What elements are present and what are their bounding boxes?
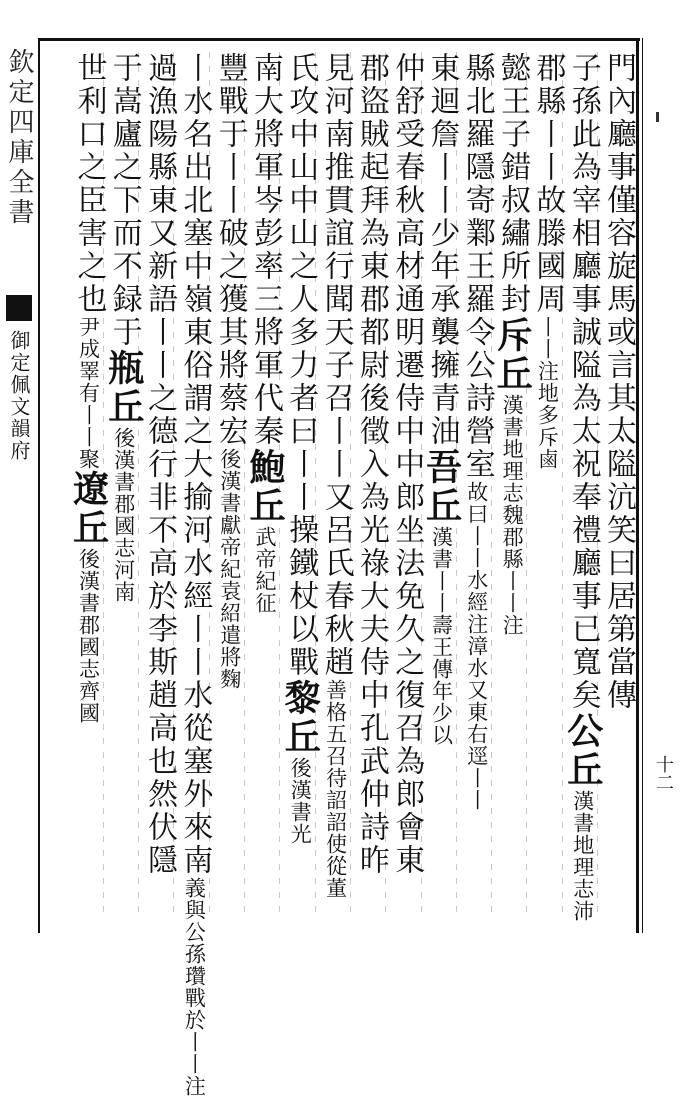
text-column — [422, 52, 462, 746]
body-text: 于嵩廬之下而不録于 — [106, 52, 142, 349]
text-column — [104, 52, 144, 603]
headword: 吾丘 — [420, 448, 463, 526]
annotation-text: 後漢書郡國志河南 — [111, 427, 136, 603]
annotation-text: 故曰丨丨水經注漳水又東右逕丨丨 — [464, 481, 489, 811]
body-text: 南大將軍岑彭率三將軍代秦 — [248, 52, 283, 448]
headword: 斥丘 — [491, 316, 534, 394]
body-text: 東迴詹丨丨少年承襲擁青油 — [424, 52, 460, 448]
body-text: 世利口之臣害之也 — [71, 52, 107, 316]
annotation-text: 丨丨注地多斥鹵 — [535, 316, 560, 470]
body-text: 門內廳事僅容旋馬或言其太隘沆笑曰居第當傳 — [601, 52, 636, 712]
body-text: 過漁陽縣東又新語丨丨之德行非不高於李斯趙高也然伏隱 — [142, 52, 178, 877]
text-column — [527, 52, 567, 470]
annotation-text: 漢書丨丨壽王傳年少以 — [429, 526, 454, 746]
annotation-text: 後漢書郡國志齊國 — [76, 548, 101, 724]
annotation-text: 善格五召待詔詔使從董 — [323, 679, 348, 899]
headword: 公丘 — [561, 712, 604, 790]
margin-book-title: 欽定四庫全書 — [4, 48, 34, 228]
headword: 黎丘 — [279, 679, 322, 757]
annotation-text: 尹成睪有丨丨聚 — [76, 316, 101, 470]
text-column — [351, 52, 391, 877]
body-text: 郡盜賊起拜為東郡都尉後徵入為光祿大夫侍中孔武仲詩昨 — [353, 52, 389, 877]
body-text: 豐戰于丨丨破之獲其將蔡宏 — [212, 52, 248, 448]
body-text: 子孫此為宰相廳事誠隘為太祝奉禮廳事已寬矣 — [565, 52, 601, 712]
text-column — [386, 52, 426, 877]
text-column — [457, 52, 497, 811]
text-column — [245, 52, 285, 614]
text-column — [316, 52, 356, 899]
annotation-text: 後漢書光 — [288, 757, 313, 845]
body-text: 懿王子錯叔繡所封 — [495, 52, 531, 316]
text-column — [69, 52, 109, 724]
annotation-text: 義與公孫瓚戰於丨丨注 — [182, 877, 207, 1097]
annotation-text: 後漢書獻帝紀袁紹遣將麴 — [217, 448, 242, 690]
body-text: 仲舒受春秋高材通明遷侍中中郎坐法免久之復召為郎會東 — [389, 52, 425, 877]
text-column — [174, 52, 214, 1097]
text-column — [139, 52, 179, 877]
frame-top-rule — [38, 38, 640, 41]
text-column — [280, 52, 320, 845]
body-text: 縣北羅隱寄鄴王羅令公詩營室 — [459, 52, 495, 481]
headword: 瓶丘 — [102, 349, 145, 427]
text-column — [598, 52, 638, 712]
page-number: 十二 — [653, 755, 674, 791]
body-text: 見河南推貫誼行聞天子召丨丨又呂氏春秋趙 — [318, 52, 354, 679]
margin-black-block — [6, 295, 32, 321]
annotation-text: 漢書地理志魏郡縣丨丨注 — [500, 394, 525, 636]
ink-speck — [656, 112, 659, 122]
headword: 遼丘 — [67, 470, 110, 548]
headword: 鮑丘 — [244, 448, 286, 526]
body-text: 氏攻中山中山之人多力者曰丨丨操鐵杖以戰 — [283, 52, 319, 679]
text-column — [563, 52, 603, 922]
margin-book-subtitle: 御定佩文韻府 — [7, 330, 31, 462]
annotation-text: 漢書地理志沛 — [570, 790, 595, 922]
annotation-text: 武帝紀征 — [253, 526, 277, 614]
text-column — [210, 52, 250, 690]
frame-right-thin-rule — [642, 38, 643, 933]
body-text: 郡縣丨丨故滕國周 — [530, 52, 566, 316]
body-text: 丨水名出北塞中嶺東俗謂之大揄河水經丨丨水從塞外來南 — [177, 52, 213, 877]
text-column — [492, 52, 532, 636]
frame-left-rule — [38, 38, 40, 933]
